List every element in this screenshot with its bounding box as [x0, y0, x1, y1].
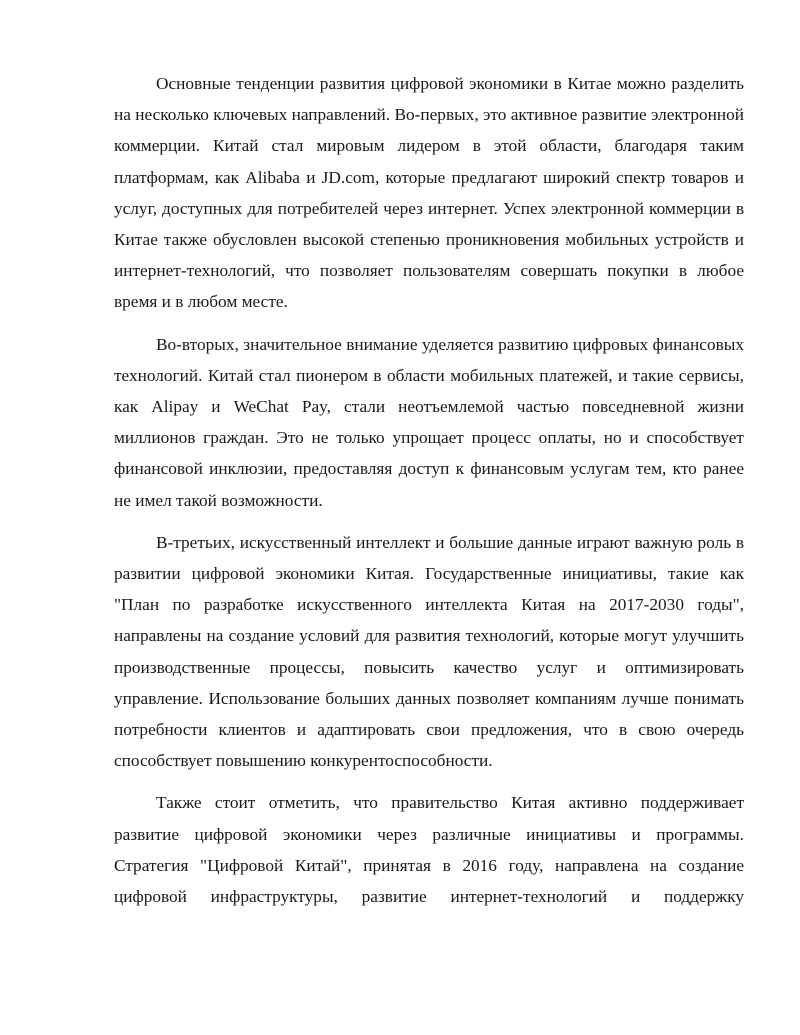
body-text: [114, 68, 744, 923]
paragraph-fintech: Во-вторых, значительное внимание уделяется развитию цифровых финансовых технологий. Китай стал пионером в области мобильных платежей, и такие сервисы, как Alipay и WeChat Pay, стали неотъемлемой частью повседневной жизни миллионов граждан. Это не только упрощает процесс оплаты, но и способствует финансовой инклюзии, предоставляя доступ к финансовым услугам тем, кто ранее не имел такой возможности.: [114, 334, 744, 510]
paragraph-ai-bigdata: В-третьих, искусственный интеллект и большие данные играют важную роль в развитии цифровой экономики Китая. Государственные инициативы, такие как "План по разработке искусственного интеллекта Китая на 2017-2030 годы", направлены на создание условий для развития технологий, которые могут улучшить производственные процессы, повысить качество услуг и оптимизировать управление. Использование больших данных позволяет компаниям лучше понимать потребности клиентов и адаптировать свои предложения, что в свою очередь способствует повышению конкурентоспособности.: [114, 532, 744, 771]
paragraph-government-support: Также стоит отметить, что правительство Китая активно поддерживает развитие цифровой экономики через различные инициативы и программы. Стратегия "Цифровой Китай", принятая в 2016 году, направлена на создание цифровой инфраструктуры, развитие интернет-технологий и поддержку: [114, 793, 744, 907]
paragraph-ecommerce: Основные тенденции развития цифровой экономики в Китае можно разделить на несколько ключевых направлений. Во-первых, это активное развитие электронной коммерции. Китай стал мировым лидером в этой области, благодаря таким платформам, как Alibaba и JD.com, которые предлагают широкий спектр товаров и услуг, доступных для потребителей через интернет. Успех электронной коммерции в Китае также обусловлен высокой степенью проникновения мобильных устройств и интернет-технологий, что позволяет пользователям совершать покупки в любое время и в любом месте.: [114, 74, 744, 312]
